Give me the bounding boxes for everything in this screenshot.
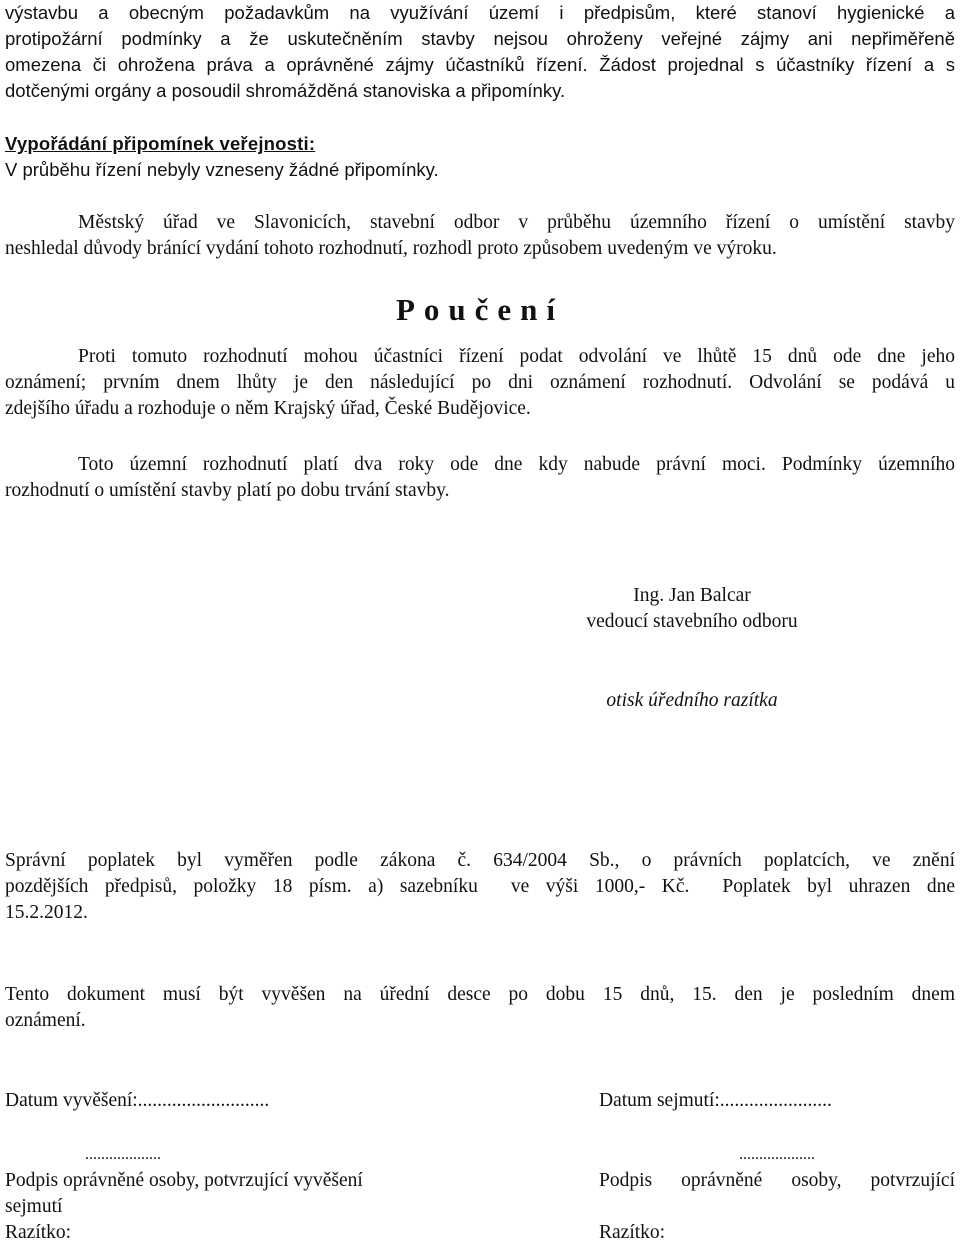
intro-line: protipožární podmínky a že uskutečněním stavby nejsou ohroženy veřejné zájmy ani nepřiměřeně [5,28,955,49]
validity-line: Toto územní rozhodnutí platí dva roky ode dne kdy nabude právní moci. Podmínky územního [78,454,955,475]
signatory-role: vedoucí stavebního odboru [586,611,798,632]
posting-signature-dots: ................... [85,1146,161,1163]
office-decision-line: neshledal důvody bránící vydání tohoto rozhodnutí, rozhodl proto způsobem uvedeným ve výroku. [5,238,777,259]
posting-signature-label: Podpis oprávněné osoby, potvrzující vyvěšení [5,1170,363,1191]
intro-paragraph [5,0,955,104]
intro-line: výstavbu a obecným požadavkům na využívání území i předpisům, které stanoví hygienické a [5,2,955,23]
validity-line: rozhodnutí o umístění stavby platí po dobu trvání stavby. [5,480,450,501]
signature-block [212,583,960,635]
posting-stamp-label: Razítko: [5,1222,72,1243]
appeal-line: zdejšího úřadu a rozhoduje o něm Krajský úřad, České Budějovice. [5,398,531,419]
posting-paragraph [5,982,955,1034]
posting-line: Tento dokument musí být vyvěšen na úřední desce po dobu 15 dnů, 15. den je posledním dnem [5,984,955,1005]
removal-date-label: Datum sejmutí:....................... [599,1090,832,1111]
posting-date-label: Datum vyvěšení:........................... [5,1090,270,1111]
removal-signature-dots: ................... [739,1146,815,1163]
fee-line: 15.2.2012. [5,902,88,923]
office-decision-paragraph [5,210,955,262]
intro-line: dotčenými orgány a posoudil shromážděná stanoviska a připomínky. [5,80,566,101]
fee-paragraph [5,848,955,926]
appeal-line: Proti tomuto rozhodnutí mohou účastníci řízení podat odvolání ve lhůtě 15 dnů ode dne jeho [78,346,955,367]
removal-signature-column [599,1142,955,1246]
public-comments-section [5,131,955,183]
intro-line: omezena či ohrožena práva a oprávněné zájmy účastníků řízení. Žádost projednal s účastníky řízení a s [5,54,955,75]
fee-line: pozdějších předpisů, položky 18 písm. a) sazebníku ve výši 1000,- Kč. Poplatek byl uhrazen dne [5,876,955,897]
fee-line: Správní poplatek byl vyměřen podle zákona č. 634/2004 Sb., o právních poplatcích, ve znění [5,850,955,871]
public-comments-text: V průběhu řízení nebyly vzneseny žádné připomínky. [5,159,439,180]
posting-signature-label-cont: sejmutí [5,1196,63,1217]
posting-line: oznámení. [5,1010,86,1031]
removal-stamp-label: Razítko: [599,1222,666,1243]
public-comments-heading: Vypořádání připomínek veřejnosti: [5,133,316,154]
validity-paragraph [5,452,955,504]
instruction-title: Poučení [395,292,565,327]
office-decision-line: Městský úřad ve Slavonicích, stavební odbor v průběhu územního řízení o umístění stavby [78,212,955,233]
signatory-name: Ing. Jan Balcar [633,585,751,606]
removal-date-column [599,1088,955,1114]
official-stamp-placeholder: otisk úředního razítka [606,690,778,711]
posting-date-column [5,1088,455,1114]
appeal-paragraph [5,344,955,422]
removal-signature-label: Podpis oprávněné osoby, potvrzující [599,1170,955,1191]
posting-signature-column [5,1142,455,1246]
appeal-line: oznámení; prvním dnem lhůty je den následující po dni oznámení rozhodnutí. Odvolání se podává u [5,372,955,393]
